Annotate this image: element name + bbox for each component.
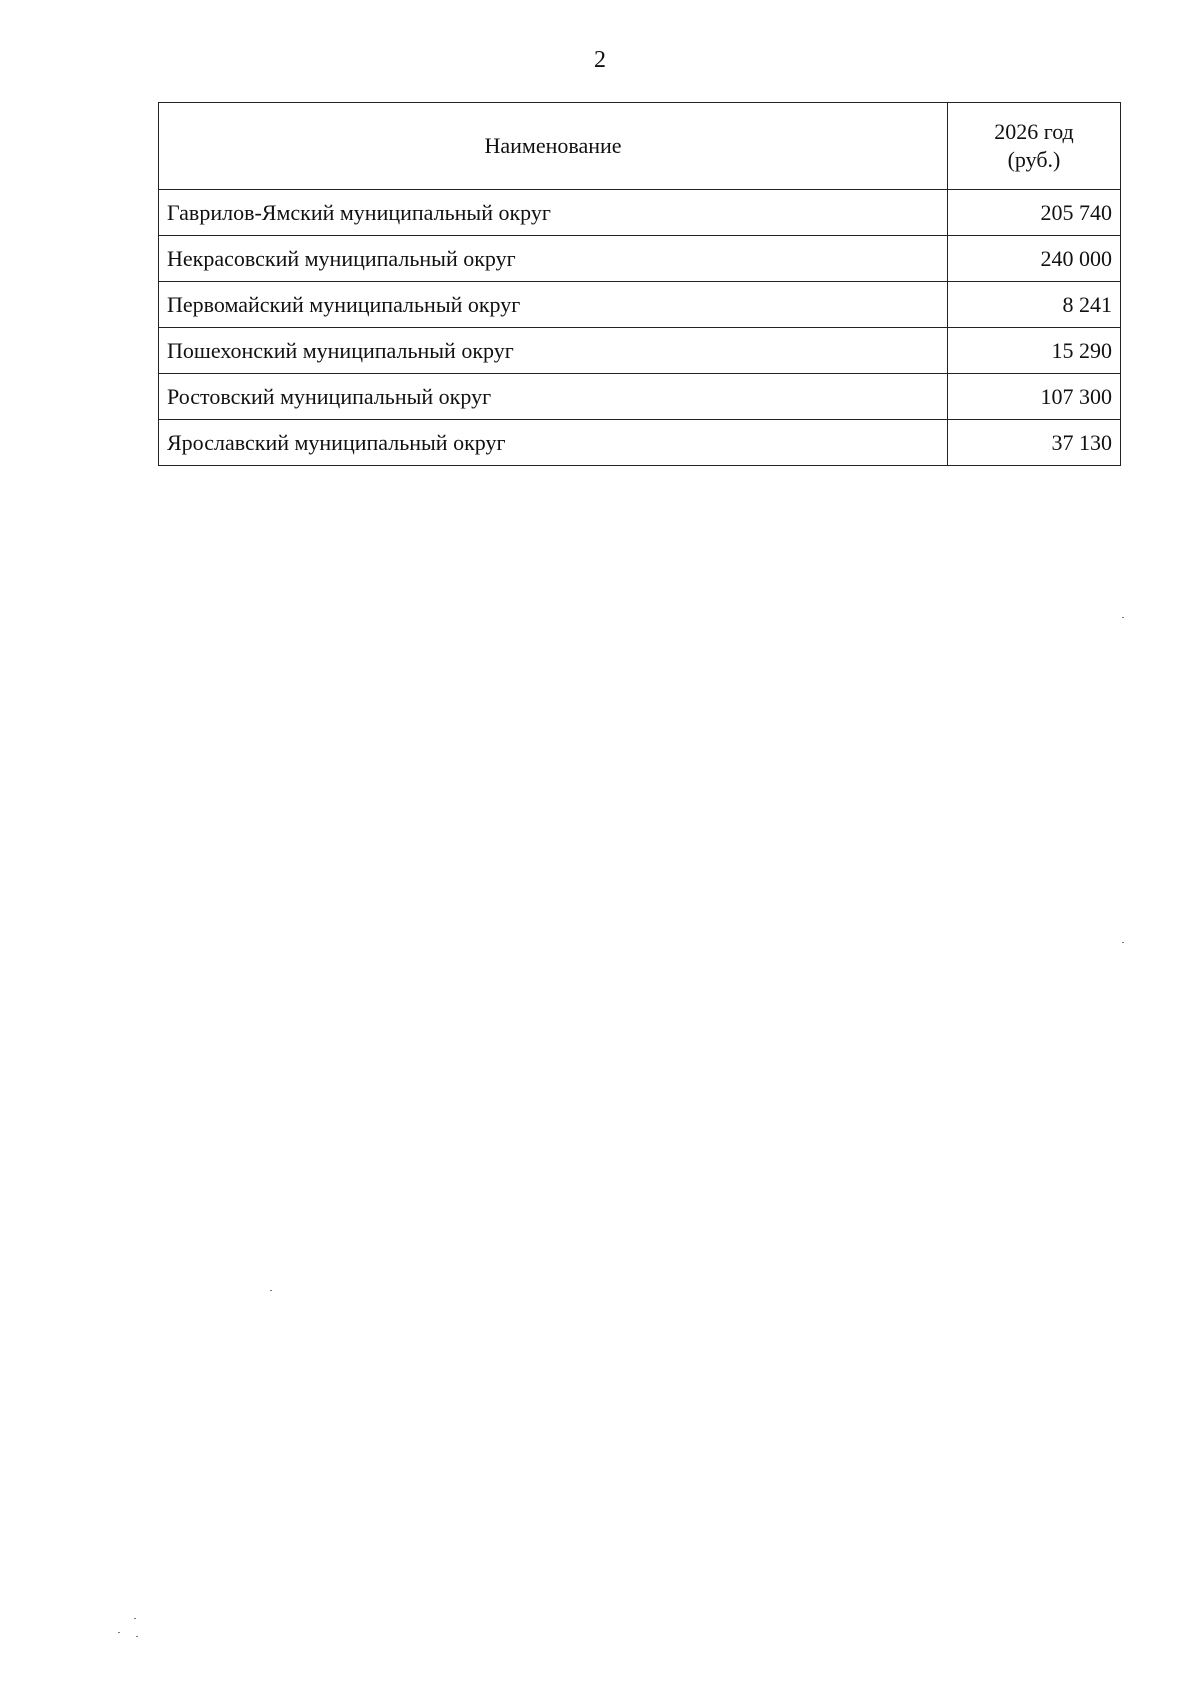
scan-speck bbox=[118, 1632, 120, 1633]
row-value: 107 300 bbox=[948, 374, 1121, 420]
table-row bbox=[159, 374, 1121, 420]
table-header-row bbox=[159, 103, 1121, 190]
row-value: 205 740 bbox=[948, 190, 1121, 236]
row-name: Ростовский муниципальный округ bbox=[159, 374, 948, 420]
allocation-table bbox=[158, 102, 1121, 466]
row-name: Первомайский муниципальный округ bbox=[159, 282, 948, 328]
page-number: 2 bbox=[594, 47, 606, 73]
row-name: Некрасовский муниципальный округ bbox=[159, 236, 948, 282]
table-row bbox=[159, 190, 1121, 236]
scan-speck bbox=[134, 1618, 136, 1619]
header-year-line: 2026 год bbox=[994, 119, 1074, 144]
header-name: Наименование bbox=[159, 103, 948, 190]
table-row bbox=[159, 236, 1121, 282]
row-value: 37 130 bbox=[948, 420, 1121, 466]
header-year bbox=[948, 103, 1121, 190]
row-value: 8 241 bbox=[948, 282, 1121, 328]
row-name: Пошехонский муниципальный округ bbox=[159, 328, 948, 374]
scan-speck bbox=[1122, 942, 1124, 943]
row-value: 15 290 bbox=[948, 328, 1121, 374]
scan-speck bbox=[136, 1636, 138, 1637]
table-row bbox=[159, 328, 1121, 374]
row-value: 240 000 bbox=[948, 236, 1121, 282]
row-name: Ярославский муниципальный округ bbox=[159, 420, 948, 466]
table-row bbox=[159, 420, 1121, 466]
table-row bbox=[159, 282, 1121, 328]
scan-speck bbox=[1122, 617, 1124, 618]
scan-speck bbox=[270, 1290, 272, 1291]
row-name: Гаврилов-Ямский муниципальный округ bbox=[159, 190, 948, 236]
header-unit-line: (руб.) bbox=[1007, 147, 1061, 172]
